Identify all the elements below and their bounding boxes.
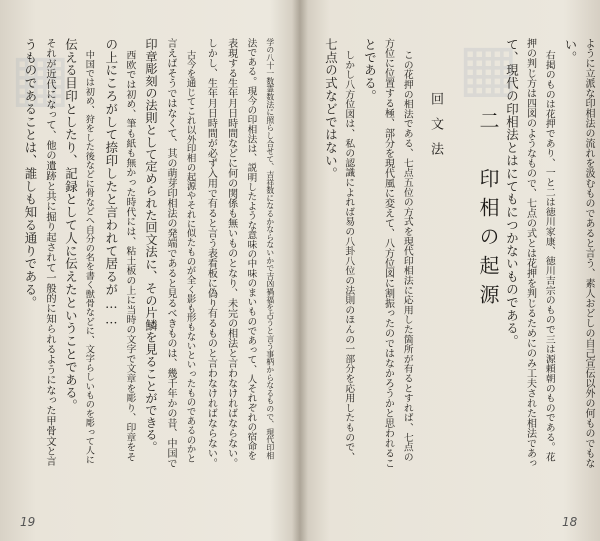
text-column: 言えばそうではなくて、其の萌芽印相法の発端であると見るべきものは、幾千年かの昔、中国で — [165, 38, 176, 468]
text-column: い。 — [562, 38, 578, 64]
text-column: それが近代になって、他の遺跡と共に掘り起されて一般的に知られるようになった甲骨文と言 — [44, 38, 55, 467]
subsection-heading: 回文法 — [428, 92, 443, 167]
right-page — [308, 0, 600, 541]
text-column: 押の判じ方は四図のようなもので、七点の式とは花押を判じるためにのみ工夫された相法であっ — [524, 38, 536, 468]
text-column: 西欧では初め、筆も紙も無かった時代には、粘土板の上に当時の文字で文章を彫り、印章をそ — [124, 50, 136, 462]
section-heading: 二 印相の起源 — [476, 110, 500, 313]
text-column: うものであることは、誰しも知る通りである。 — [23, 38, 38, 309]
show-through-stamp: ▦ — [10, 40, 71, 115]
text-column: とである。 — [362, 38, 378, 103]
text-column: 中国では初め、狩をした後などに骨などへ自分の名を書く獣骨などに、文字らしいものを彫って人に — [83, 50, 95, 464]
text-column: 学の八十一数霊数法に照らし合せて、吉祥数になるかならないかで吉凶禍福を占うと言う事柄からなるもので、現代印相 — [265, 38, 275, 460]
text-column: 古今を通じてこれ以外印相の起源やそれに似たものが全く影も形もないといったものであるのかと — [184, 50, 196, 464]
text-column: しかし、生年月日時間が必ず入用で有ると言う表看板に偽り有るものと言わなければならない。 — [205, 38, 217, 468]
text-column: 方位に位置する極、部分を現代風に変えて、八方位図に割振ったのではなかろうかと思われるこ — [382, 38, 394, 468]
text-column: 伝える目印としたり、記録として人に伝えたということである。 — [63, 38, 79, 413]
text-column: の上にころがして捺印したと言われて居るが…… — [103, 38, 119, 327]
text-column: て、現代の印相法とはにてもにつかないものである。 — [504, 38, 520, 348]
book-gutter — [292, 0, 308, 541]
right-page-number: 18 — [562, 515, 578, 529]
text-column: この花押の相法である、七点五位の方式を現代印相法に応用した箇所が有るとすれば、七点の — [401, 50, 413, 462]
text-column: 印章彫刻の法則として定められた回文法に、その片鱗を見ることができる。 — [144, 38, 158, 453]
text-column: 表現する生年月日時間などに何の関係も無いものとなり、未完の相法と言わなければならない。 — [225, 38, 237, 468]
show-through-stamp: ▦ — [458, 30, 519, 105]
text-column: ように立派な印相法の流れを汲むものであると言う、素人おどしの自己宣伝以外の何ものでもな — [583, 38, 594, 468]
text-column: 七点の式などではない。 — [323, 38, 339, 180]
left-page — [0, 0, 292, 541]
text-column: 右掲のものは花押であり、一と二は徳川家康、徳川吉宗のもので三は源頼朝のものである。花 — [543, 50, 555, 462]
left-page-number: 19 — [20, 515, 36, 529]
text-column: しかし八方位図は、私の認識によれば易の八卦八位の法則のほんの一部分を応用したもので、 — [343, 50, 355, 462]
text-column: 法である。現今の印相法は、説明したような意味の中味のまいものであって、人それぞれの宿命を — [245, 38, 257, 461]
